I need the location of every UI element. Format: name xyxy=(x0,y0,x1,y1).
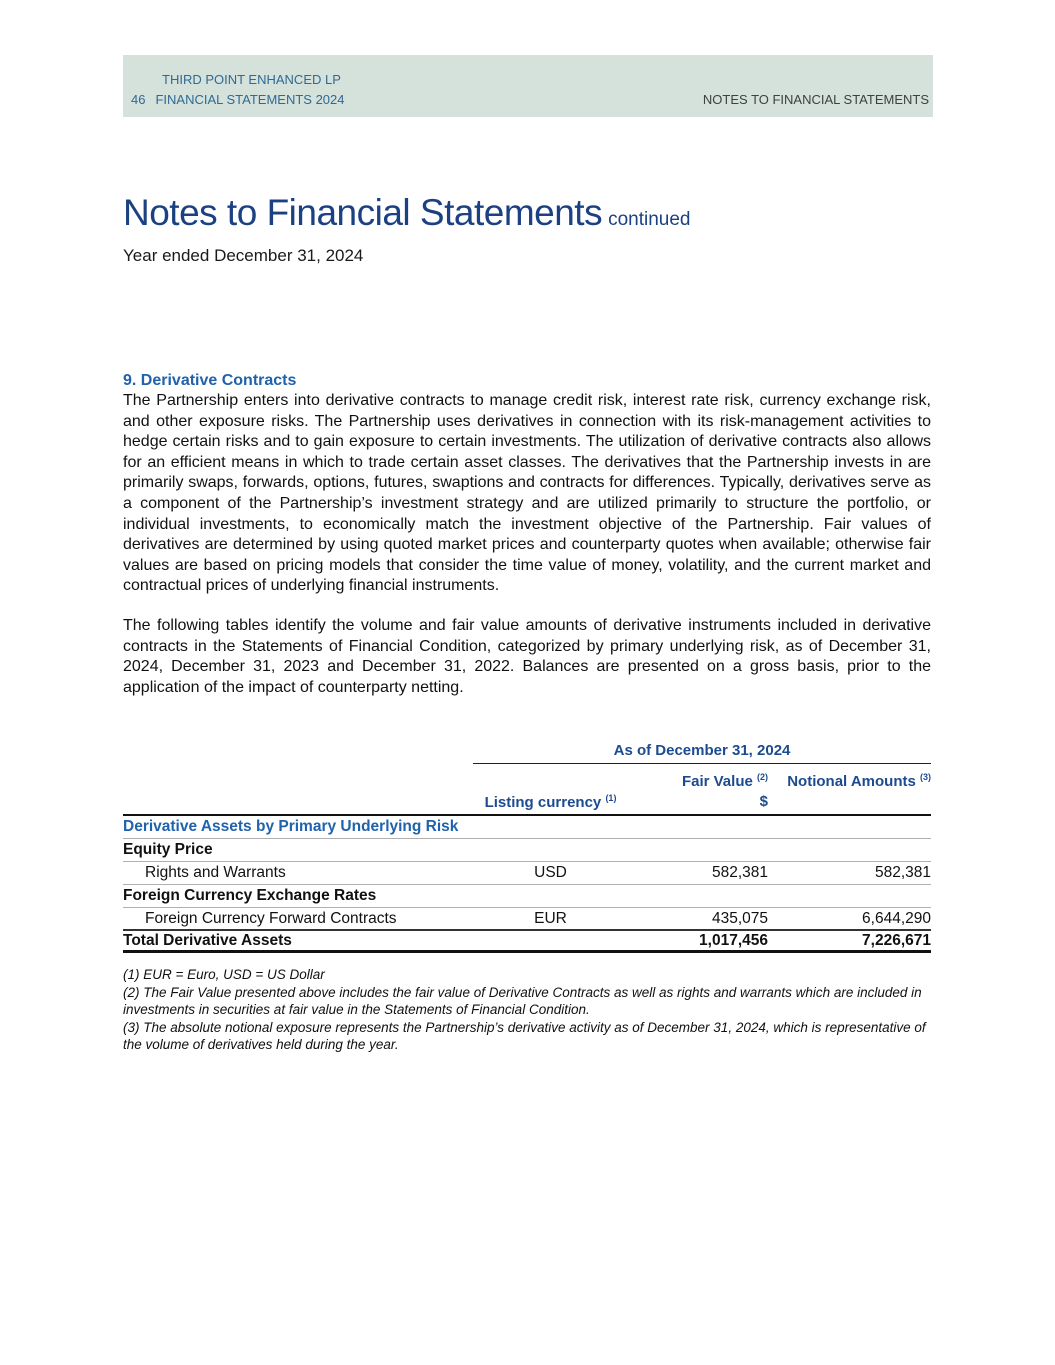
table-caption-row xyxy=(123,742,931,764)
report-title: FINANCIAL STATEMENTS 2024 xyxy=(155,92,345,107)
footnote-ref-1: (1) xyxy=(605,793,617,804)
listing-currency-label: Listing currency xyxy=(484,794,602,812)
footnote-ref-2: (2) xyxy=(757,772,768,783)
group-label: Equity Price xyxy=(123,841,213,859)
table-row-forward-contracts xyxy=(123,908,931,931)
footnote-1: (1) EUR = Euro, USD = US Dollar xyxy=(123,967,325,983)
row-currency: USD xyxy=(534,864,567,882)
page-subtitle: Year ended December 31, 2024 xyxy=(123,246,364,265)
table-row-group-foreign-currency xyxy=(123,885,931,908)
footnotes xyxy=(123,966,931,1054)
group-label: Derivative Assets by Primary Underlying Risk xyxy=(123,818,459,836)
header-left xyxy=(131,70,345,110)
row-fair-value: 582,381 xyxy=(711,864,768,882)
row-label: Rights and Warrants xyxy=(145,864,286,882)
col-header-fair-value xyxy=(628,767,768,812)
header-section-label: NOTES TO FINANCIAL STATEMENTS xyxy=(702,92,929,107)
row-notional: 6,644,290 xyxy=(862,909,931,927)
header-band xyxy=(123,55,933,117)
col-header-notional-amounts xyxy=(768,767,931,792)
body-paragraph-1: The Partnership enters into derivative contracts to manage credit risk, interest rate risk, currency exchange risk, and other exposure risks. The Partnership uses derivatives in connection with its risk-management activities to hedge certain risks and to gain exposure to certain investments. The utilization of derivative contracts also allows for an efficient means in which to trade certain asset classes. The derivatives that the Partnership invests in are primarily swaps, forwards, options, futures, swaptions and contracts for differences. Typically, derivatives serve as a component of the Partnership’s investment strategy and are utilized primarily to structure the portfolio, or individual investments, to economically match the investment objective of the Partnership. Fair values of derivatives are determined by using quoted market prices and counterparty quotes when available; otherwise fair values are based on pricing models that consider the time value of money, volatility, and the current market and contractual prices of underlying financial instruments. xyxy=(123,392,931,595)
page-title xyxy=(123,191,931,242)
fair-value-dollar-sign: $ xyxy=(759,793,768,811)
footnote-3: (3) The absolute notional exposure represents the Partnership’s derivative activity as of December 31, 2024, which is representative of the volume of derivatives held during the year. xyxy=(123,1019,926,1053)
row-label: Foreign Currency Forward Contracts xyxy=(145,909,397,927)
table-row-group-equity-price xyxy=(123,839,931,862)
header-report-line xyxy=(131,90,345,110)
row-currency: EUR xyxy=(534,909,567,927)
page-number: 46 xyxy=(131,92,146,107)
row-fair-value: 435,075 xyxy=(711,909,768,927)
page-title-main: Notes to Financial Statements xyxy=(123,192,603,233)
derivative-contracts-section xyxy=(123,372,931,698)
footnote-2: (2) The Fair Value presented above includes the fair value of Derivative Contracts as well as rights and warrants which are included in investments in securities at fair value in the Statements of Financial Condition. xyxy=(123,984,922,1018)
row-notional: 582,381 xyxy=(874,864,931,882)
section-heading: 9. Derivative Contracts xyxy=(123,372,297,389)
total-fair-value: 1,017,456 xyxy=(699,931,768,949)
page-title-continued: continued xyxy=(608,209,691,230)
total-notional: 7,226,671 xyxy=(862,931,931,949)
total-label: Total Derivative Assets xyxy=(123,931,292,949)
col-header-listing-currency xyxy=(473,793,628,812)
table-caption: As of December 31, 2024 xyxy=(473,742,931,764)
footnote-ref-3: (3) xyxy=(920,772,931,783)
fair-value-label: Fair Value xyxy=(681,773,753,791)
content-column xyxy=(123,117,931,1054)
derivative-assets-table xyxy=(123,742,931,953)
table-row-group-derivative-assets xyxy=(123,816,931,839)
notional-amounts-label: Notional Amounts xyxy=(787,773,916,791)
group-label: Foreign Currency Exchange Rates xyxy=(123,887,377,905)
table-header-row xyxy=(123,764,931,816)
body-paragraph-2: The following tables identify the volume and fair value amounts of derivative instruments included in derivative contracts in the Statements of Financial Condition, categorized by primary underlying risk, as of December 31, 2024, December 31, 2023 and December 31, 2022. Balances are presented on a gross basis, prior to the application of the impact of counterparty netting. xyxy=(123,616,931,696)
table-row-total-derivative-assets xyxy=(123,931,931,953)
company-name: THIRD POINT ENHANCED LP xyxy=(162,72,341,87)
table-row-rights-and-warrants xyxy=(123,862,931,885)
